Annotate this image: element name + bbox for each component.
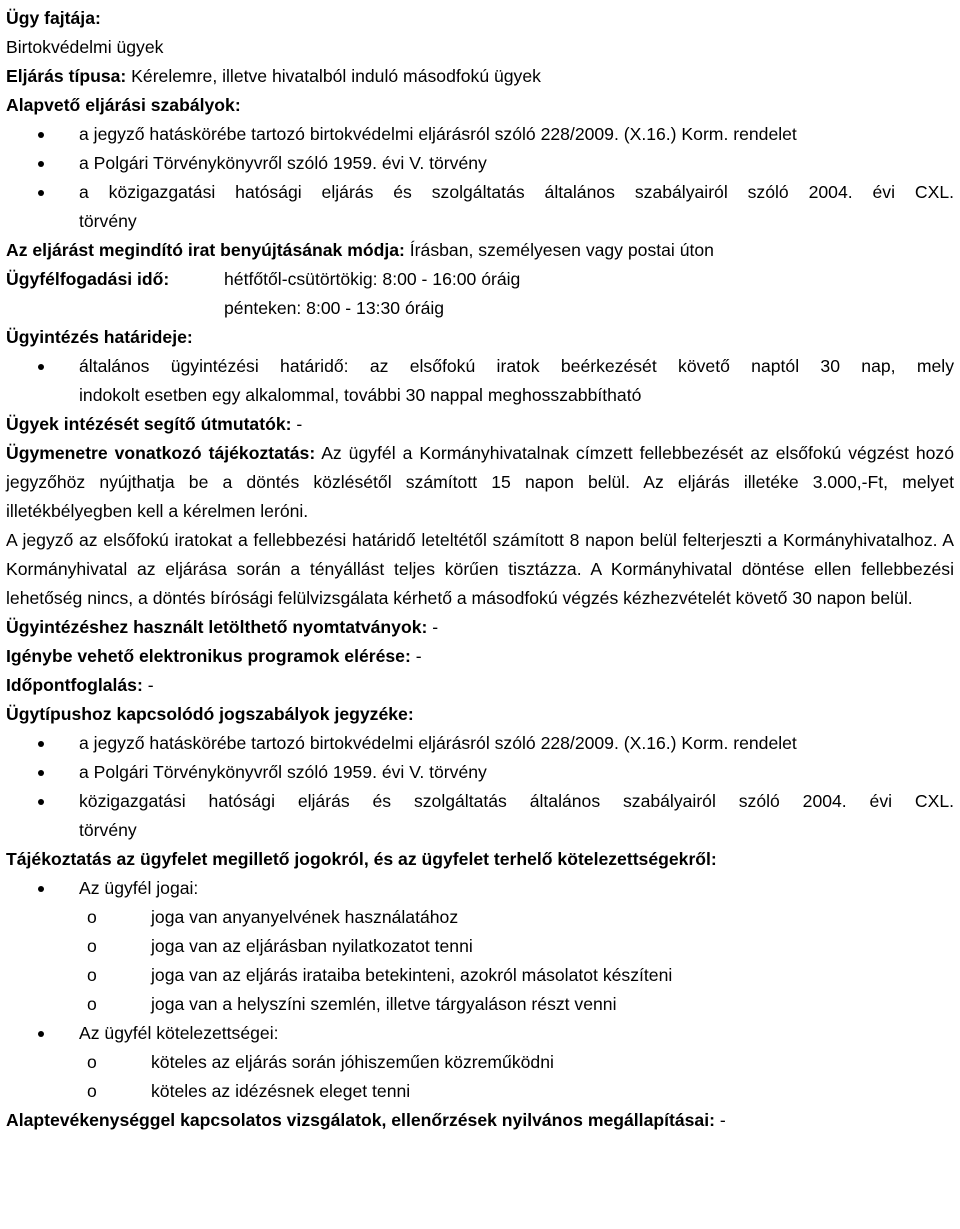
rights-label: Tájékoztatás az ügyfelet megillető jogokról, és az ügyfelet terhelő kötelezettségekről: xyxy=(6,849,717,869)
electronic-value: - xyxy=(410,646,422,666)
duties-item xyxy=(6,1077,954,1106)
office-hours xyxy=(6,265,954,294)
guides-value: - xyxy=(291,414,303,434)
forms xyxy=(6,613,954,642)
process-paragraph-1 xyxy=(6,439,954,526)
basic-rules-label: Alapvető eljárási szabályok: xyxy=(6,95,241,115)
procedure-type-value: Kérelemre, illetve hivatalból induló másodfokú ügyek xyxy=(131,66,541,86)
circle-marker-icon: o xyxy=(87,907,97,927)
office-hours-friday: pénteken: 8:00 - 13:30 óráig xyxy=(224,298,445,318)
forms-label: Ügyintézéshez használt letölthető nyomtatványok: xyxy=(6,617,428,637)
findings-label: Alaptevékenységgel kapcsolatos vizsgálatok, ellenőrzések nyilvános megállapításai: xyxy=(6,1110,715,1130)
duties-item-text: köteles az idézésnek eleget tenni xyxy=(151,1081,411,1101)
office-hours-weekdays: hétfőtől-csütörtökig: 8:00 - 16:00 óráig xyxy=(224,269,521,289)
circle-marker-icon: o xyxy=(87,994,97,1014)
process-label: Ügymenetre vonatkozó tájékoztatás: xyxy=(6,443,316,463)
duties-title: Az ügyfél kötelezettségei: xyxy=(6,1019,954,1048)
procedure-type xyxy=(6,62,954,91)
rights-item xyxy=(6,903,954,932)
rights-item xyxy=(6,932,954,961)
laws-item-continuation: törvény xyxy=(79,820,137,840)
laws-item: a Polgári Törvénykönyvről szóló 1959. évi V. törvény xyxy=(6,758,954,787)
deadline-label: Ügyintézés határideje: xyxy=(6,327,193,347)
booking xyxy=(6,671,954,700)
laws-item: a jegyző hatáskörébe tartozó birtokvédelmi eljárásról szóló 228/2009. (X.16.) Korm. rendelet xyxy=(6,729,954,758)
rights-title: Az ügyfél jogai: xyxy=(6,874,954,903)
circle-marker-icon: o xyxy=(87,1052,97,1072)
deadline-item: általános ügyintézési határidő: az elsőfokú iratok beérkezését követő naptól 30 nap, mely xyxy=(6,352,954,381)
laws-item: közigazgatási hatósági eljárás és szolgáltatás általános szabályairól szóló 2004. évi CXL. xyxy=(6,787,954,816)
booking-value: - xyxy=(142,675,154,695)
circle-marker-icon: o xyxy=(87,965,97,985)
rights-item-text: joga van anyanyelvének használatához xyxy=(151,907,459,927)
submission xyxy=(6,236,954,265)
forms-value: - xyxy=(427,617,439,637)
office-hours-label: Ügyfélfogadási idő: xyxy=(6,269,170,289)
basic-rules-item: a jegyző hatáskörébe tartozó birtokvédelmi eljárásról szóló 228/2009. (X.16.) Korm. rendelet xyxy=(6,120,954,149)
basic-rules-item-continuation: törvény xyxy=(79,211,137,231)
rights-item xyxy=(6,961,954,990)
basic-rules-item: a közigazgatási hatósági eljárás és szolgáltatás általános szabályairól szóló 2004. évi CXL. xyxy=(6,178,954,207)
guides-label: Ügyek intézését segítő útmutatók: xyxy=(6,414,292,434)
case-type-value: Birtokvédelmi ügyek xyxy=(6,37,164,57)
rights-item-text: joga van az eljárás irataiba betekinteni, azokról másolatot készíteni xyxy=(151,965,673,985)
process-text-1: Az ügyfél a Kormányhivatalnak címzett fellebbezését az elsőfokú végzést hozó jegyzőhöz nyújthatja be a döntés közlésétől számított 15 napon belül. Az eljárás illetéke 3.000,-Ft, melyet illetékbélyegben kell a kérelmen leróni. xyxy=(6,443,954,521)
findings-value: - xyxy=(714,1110,726,1130)
rights-item xyxy=(6,990,954,1019)
deadline-item-continuation: indokolt esetben egy alkalommal, további 30 nappal meghosszabbítható xyxy=(79,385,642,405)
rights-item-text: joga van a helyszíni szemlén, illetve tárgyaláson részt venni xyxy=(151,994,617,1014)
guides xyxy=(6,410,954,439)
findings xyxy=(6,1106,954,1135)
procedure-type-label: Eljárás típusa: xyxy=(6,66,127,86)
duties-item xyxy=(6,1048,954,1077)
electronic xyxy=(6,642,954,671)
submission-value: Írásban, személyesen vagy postai úton xyxy=(409,240,714,260)
submission-label: Az eljárást megindító irat benyújtásának módja: xyxy=(6,240,405,260)
case-type-label: Ügy fajtája: xyxy=(6,8,101,28)
booking-label: Időpontfoglalás: xyxy=(6,675,143,695)
circle-marker-icon: o xyxy=(87,1081,97,1101)
electronic-label: Igénybe vehető elektronikus programok elérése: xyxy=(6,646,411,666)
duties-item-text: köteles az eljárás során jóhiszeműen közreműködni xyxy=(151,1052,554,1072)
laws-label: Ügytípushoz kapcsolódó jogszabályok jegyzéke: xyxy=(6,704,414,724)
basic-rules-item: a Polgári Törvénykönyvről szóló 1959. évi V. törvény xyxy=(6,149,954,178)
rights-item-text: joga van az eljárásban nyilatkozatot tenni xyxy=(151,936,473,956)
circle-marker-icon: o xyxy=(87,936,97,956)
process-paragraph-2: A jegyző az elsőfokú iratokat a fellebbezési határidő leteltétől számított 8 napon belül felterjeszti a Kormányhivatalhoz. A Kormányhivatal az eljárása során a tényállást teljes körűen tisztázza. A Kormányhivatal döntése ellen fellebbezési lehetőség nincs, a döntés bírósági felülvizsgálata kérhető a másodfokú végzés kézhezvételét követő 30 napon belül. xyxy=(6,530,954,608)
